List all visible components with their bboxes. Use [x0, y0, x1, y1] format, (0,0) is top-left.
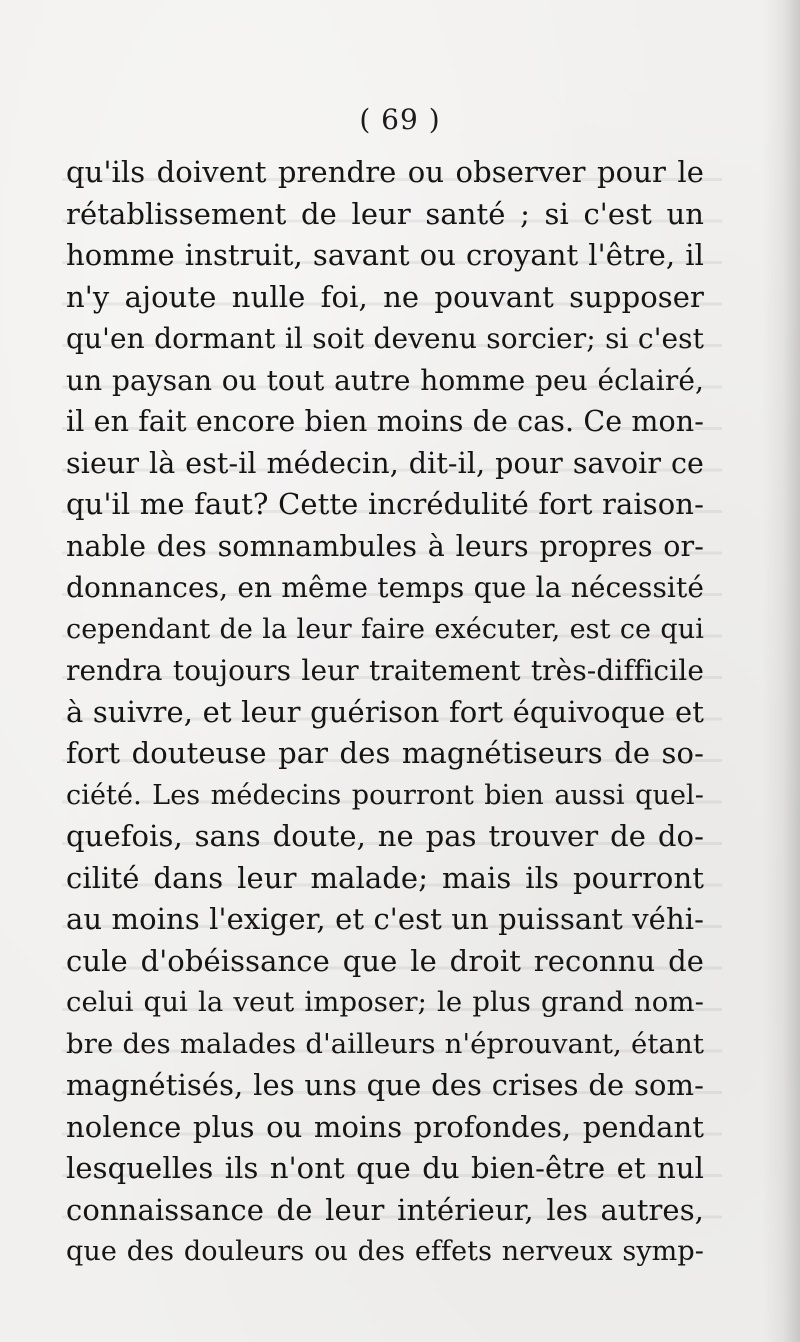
text-line: au moins l'exiger, et c'est un puissant véhi-: [66, 902, 704, 936]
text-line: celui qui la veut imposer; le plus grand nom-: [66, 986, 704, 1018]
text-line: homme instruit, savant ou croyant l'être, il: [66, 238, 704, 272]
text-line: à suivre, et leur guérison fort équivoque et: [66, 694, 704, 729]
text-line: bre des malades d'ailleurs n'éprouvant, étant: [66, 1027, 704, 1060]
text-line: fort douteuse par des magnétiseurs de so-: [66, 736, 704, 770]
page-edge-shadow: [762, 0, 800, 1342]
page-number: ( 69 ): [359, 103, 441, 136]
text-line: nable des somnambules à leurs propres or-: [66, 529, 704, 563]
text-line: qu'ils doivent prendre ou observer pour le: [66, 155, 704, 189]
text-line: nolence plus ou moins profondes, pendant: [66, 1109, 704, 1144]
text-line: qu'il me faut? Cette incrédulité fort raison-: [66, 487, 704, 521]
text-line: connaissance de leur intérieur, les autres,: [66, 1192, 704, 1227]
text-line: donnances, en même temps que la nécessité: [66, 571, 704, 604]
text-line: n'y ajoute nulle foi, ne pouvant supposer: [66, 279, 704, 314]
text-line: cule d'obéissance que le droit reconnu de: [66, 943, 704, 978]
body-text: [66, 152, 704, 1273]
text-line: que des douleurs ou des effets nerveux symp-: [66, 1236, 704, 1267]
text-line: lesquelles ils n'ont que du bien-être et nul: [66, 1151, 704, 1185]
text-line: cilité dans leur malade; mais ils pourront: [66, 860, 704, 895]
text-line: quefois, sans doute, ne pas trouver de do-: [66, 819, 704, 853]
text-line: ciété. Les médecins pourront bien aussi quel-: [66, 779, 704, 811]
text-line: sieur là est-il médecin, dit-il, pour savoir ce: [66, 446, 704, 480]
text-line: cependant de la leur faire exécuter, est ce qui: [66, 613, 704, 645]
text-line: un paysan ou tout autre homme peu éclairé,: [66, 363, 704, 397]
text-line: il en fait encore bien moins de cas. Ce mon-: [66, 405, 704, 438]
text-line: qu'en dormant il soit devenu sorcier; si c'est: [66, 322, 704, 355]
text-line: rétablissement de leur santé ; si c'est un: [66, 196, 704, 231]
text-line: rendra toujours leur traitement très-difficile: [66, 654, 704, 687]
text-line: magnétisés, les uns que des crises de som-: [66, 1068, 704, 1102]
